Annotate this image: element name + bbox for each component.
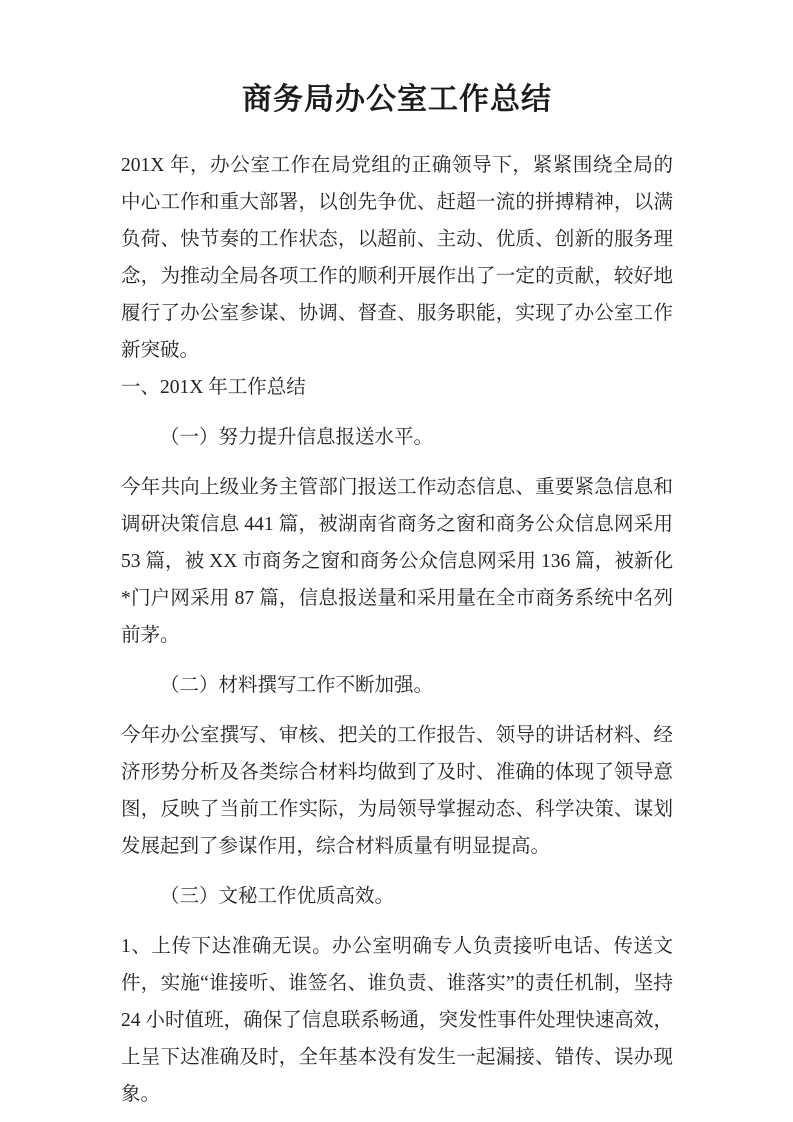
sub-heading-3: （三）文秘工作优质高效。 bbox=[160, 885, 395, 907]
document-title: 商务局办公室工作总结 bbox=[242, 83, 552, 116]
paragraph-material-writing: 今年办公室撰写、审核、把关的工作报告、领导的讲话材料、经济形势分析及各类综合材料均做到了及时、准确的体现了领导意图，反映了当前工作实际，为局领导掌握动态、科学决策、谋划发展起到了参谋作用，综合材料质量有明显提高。 bbox=[121, 724, 673, 857]
section-heading-one: 一、201X 年工作总结 bbox=[121, 376, 306, 398]
paragraph-secretarial-work: 1、上传下达准确无误。办公室明确专人负责接听电话、传送文件，实施“谁接听、谁签名、谁负责、谁落实”的责任机制，坚持 24 小时值班，确保了信息联系畅通，突发性事件处理快速高效，上呈下达准确及时，全年基本没有发生一起漏接、错传、误办现象。 bbox=[121, 935, 673, 1105]
paragraph-intro: 201X 年，办公室工作在局党组的正确领导下，紧紧围绕全局的中心工作和重大部署，以创先争优、赶超一流的拼搏精神，以满负荷、快节奏的工作状态，以超前、主动、优质、创新的服务理念，为推动全局各项工作的顺利开展作出了一定的贡献，较好地履行了办公室参谋、协调、督查、服务职能，实现了办公室工作新突破。 bbox=[121, 154, 673, 361]
paragraph-info-reporting: 今年共向上级业务主管部门报送工作动态信息、重要紧急信息和调研决策信息 441 篇，被湖南省商务之窗和商务公众信息网采用 53 篇，被 XX 市商务之窗和商务公众信息网采用 136 篇，被新化*门户网采用 87 篇，信息报送量和采用量在全市商务系统中名列前茅。 bbox=[121, 476, 673, 646]
sub-heading-1: （一）努力提升信息报送水平。 bbox=[160, 426, 434, 448]
sub-heading-2: （二）材料撰写工作不断加强。 bbox=[160, 674, 434, 696]
